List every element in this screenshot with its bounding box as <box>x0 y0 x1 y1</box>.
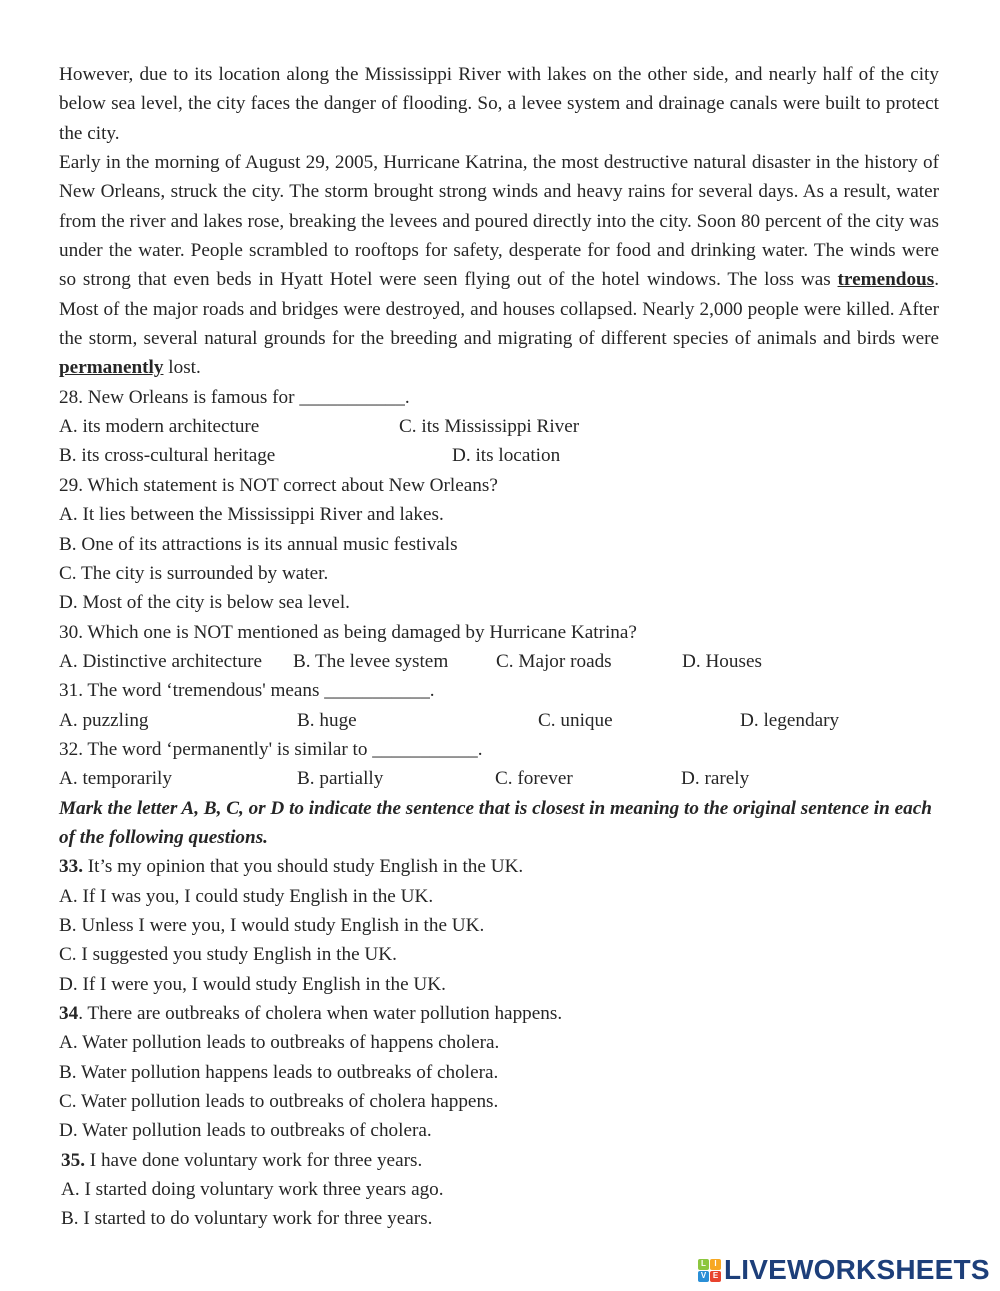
answer-option-35-a[interactable]: A. I started doing voluntary work three years ago. <box>61 1179 444 1201</box>
question-34-number: 34 <box>59 1003 79 1024</box>
answer-option-29-c[interactable]: C. The city is surrounded by water. <box>59 562 329 584</box>
question-30-options <box>59 647 939 676</box>
question-35-number: 35. <box>61 1149 85 1171</box>
answer-option-33-b[interactable]: B. Unless I were you, I would study English in the UK. <box>59 914 485 936</box>
passage-paragraph-1: However, due to its location along the Mississippi River with lakes on the other side, and nearly half of the city below sea level, the city faces the danger of flooding. So, a levee system and drainage canals were built to protect the city. <box>59 64 939 144</box>
question-31-stem: 31. The word ‘tremendous' means ___________. <box>59 680 435 702</box>
question-33-text: It’s my opinion that you should study English in the UK. <box>82 856 524 878</box>
answer-option-31-b[interactable]: B. huge <box>297 709 357 731</box>
passage-text: Early in the morning of August 29, 2005, Hurricane Katrina, the most destructive natural disaster in the history of New Orleans, struck the city. The storm brought strong winds and heavy rains for several days. As a result, water from the river and lakes rose, breaking the levees and poured directly into the city. Soon 80 percent of the city was under the water. People scrambled to rooftops for safety, desperate for food and drinking water. The winds were so strong that even beds in Hyatt Hotel were seen flying out of the hotel windows. The loss was <box>59 152 939 291</box>
answer-option-29-b[interactable]: B. One of its attractions is its annual music festivals <box>59 533 458 555</box>
question-28-options-row-2 <box>59 441 939 470</box>
question-31-options <box>59 706 939 735</box>
question-29-stem: 29. Which statement is NOT correct about New Orleans? <box>59 474 498 496</box>
answer-option-32-c[interactable]: C. forever <box>495 768 573 790</box>
question-34-text: . There are outbreaks of cholera when water pollution happens. <box>78 1003 563 1024</box>
underlined-word-permanently: permanently <box>59 357 164 379</box>
passage-paragraph-2 <box>59 148 939 383</box>
answer-option-31-c[interactable]: C. unique <box>538 709 613 731</box>
question-28-options-row-1 <box>59 412 939 441</box>
logo-wordmark: LIVEWORKSHEETS <box>724 1254 990 1285</box>
question-35-stem <box>59 1146 939 1175</box>
logo-cell-e: E <box>710 1271 721 1282</box>
answer-option-28-b[interactable]: B. its cross-cultural heritage <box>59 445 276 467</box>
question-30-stem: 30. Which one is NOT mentioned as being damaged by Hurricane Katrina? <box>59 621 637 643</box>
answer-option-28-a[interactable]: A. its modern architecture <box>59 416 260 438</box>
answer-option-30-c[interactable]: C. Major roads <box>496 650 612 672</box>
question-32-stem: 32. The word ‘permanently' is similar to ___________. <box>59 738 483 760</box>
answer-option-28-c[interactable]: C. its Mississippi River <box>399 416 580 438</box>
passage-text: . Most of the major roads and bridges were destroyed, and houses collapsed. Nearly 2,000 people were killed. After the storm, several natural grounds for the breeding and migrating of different species of animals and birds were <box>59 269 939 350</box>
answer-option-29-d[interactable]: D. Most of the city is below sea level. <box>59 592 350 614</box>
question-34-stem <box>59 999 939 1028</box>
answer-option-30-d[interactable]: D. Houses <box>682 650 762 672</box>
answer-option-34-c[interactable]: C. Water pollution leads to outbreaks of cholera happens. <box>59 1091 499 1113</box>
answer-option-32-b[interactable]: B. partially <box>297 768 384 790</box>
liveworksheets-logo[interactable] <box>698 1255 990 1285</box>
answer-option-31-a[interactable]: A. puzzling <box>59 709 149 731</box>
answer-option-32-a[interactable]: A. temporarily <box>59 768 172 790</box>
answer-option-30-a[interactable]: A. Distinctive architecture <box>59 650 262 672</box>
question-35-text: I have done voluntary work for three years. <box>84 1149 423 1171</box>
answer-option-35-b[interactable]: B. I started to do voluntary work for three years. <box>61 1208 433 1230</box>
logo-cell-l: L <box>698 1259 709 1270</box>
logo-cell-i: I <box>710 1259 721 1270</box>
answer-option-29-a[interactable]: A. It lies between the Mississippi River and lakes. <box>59 504 444 526</box>
logo-cell-v: V <box>698 1271 709 1282</box>
answer-option-30-b[interactable]: B. The levee system <box>293 650 449 672</box>
answer-option-31-d[interactable]: D. legendary <box>740 709 840 731</box>
underlined-word-tremendous: tremendous <box>837 269 935 291</box>
live-badge-icon <box>698 1259 721 1282</box>
answer-option-34-b[interactable]: B. Water pollution happens leads to outbreaks of cholera. <box>59 1061 499 1083</box>
answer-option-33-a[interactable]: A. If I was you, I could study English in the UK. <box>59 885 434 907</box>
answer-option-28-d[interactable]: D. its location <box>452 445 561 467</box>
answer-option-33-d[interactable]: D. If I were you, I would study English in the UK. <box>59 973 446 995</box>
passage-text: lost. <box>163 357 201 379</box>
answer-option-34-d[interactable]: D. Water pollution leads to outbreaks of cholera. <box>59 1120 432 1142</box>
worksheet-page <box>59 60 939 1234</box>
section-instruction: Mark the letter A, B, C, or D to indicate the sentence that is closest in meaning to the original sentence in each of the following questions. <box>59 797 932 848</box>
answer-option-32-d[interactable]: D. rarely <box>681 768 750 790</box>
question-33-stem <box>59 852 939 881</box>
answer-option-33-c[interactable]: C. I suggested you study English in the UK. <box>59 944 397 966</box>
question-28-stem: 28. New Orleans is famous for ___________. <box>59 386 410 408</box>
question-33-number: 33. <box>59 856 83 878</box>
answer-option-34-a[interactable]: A. Water pollution leads to outbreaks of happens cholera. <box>59 1032 500 1054</box>
question-32-options <box>59 764 939 793</box>
